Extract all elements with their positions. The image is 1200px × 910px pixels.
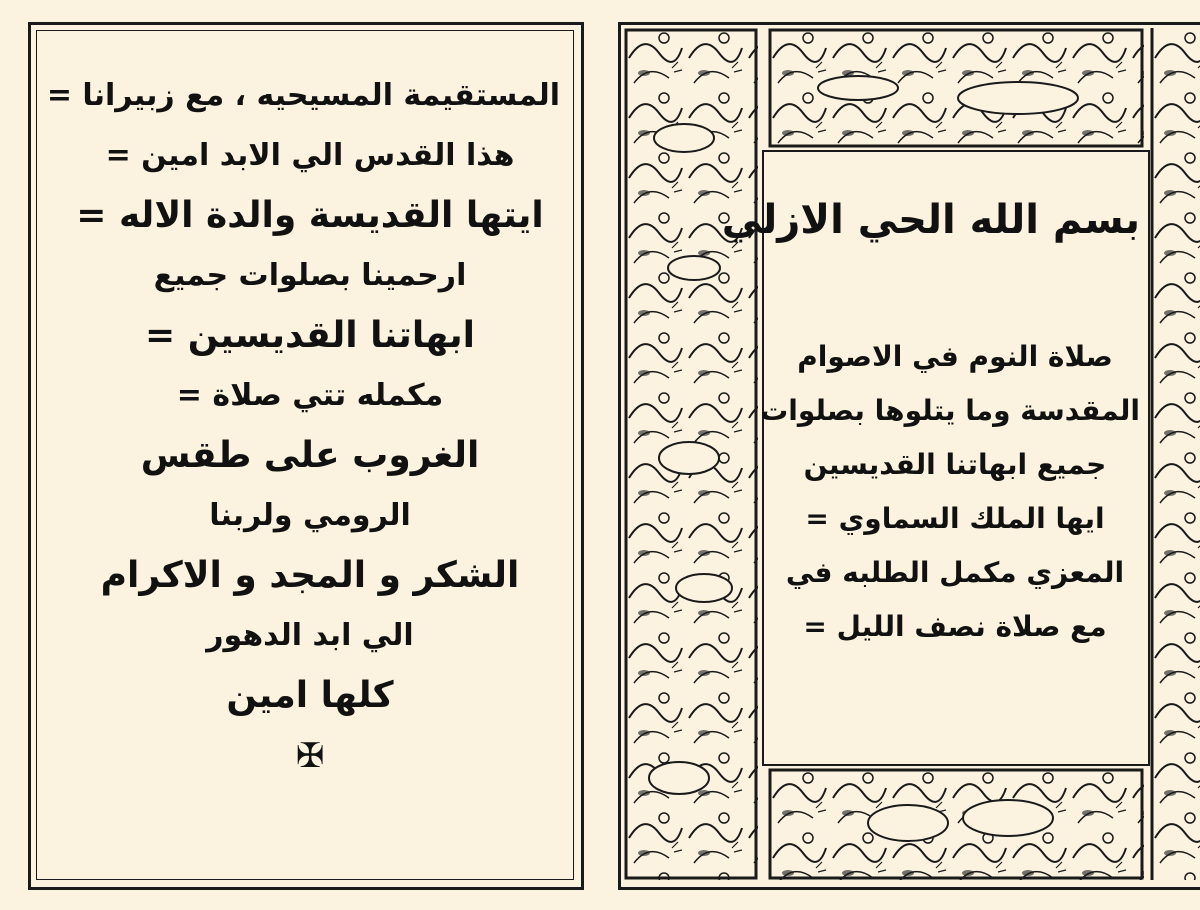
text-line: ايتها القديسة والدة الاله = — [76, 195, 544, 236]
text-line: جميع ابهاتنا القديسين — [803, 448, 1107, 481]
text-line: الرومي ولربنا — [209, 498, 411, 533]
text-line: مع صلاة نصف الليل = — [803, 610, 1107, 643]
text-line: ايها الملك السماوي = — [805, 502, 1105, 535]
text-line: مكمله تتي صلاة = — [176, 378, 444, 413]
cross-icon: ✠ — [295, 736, 325, 776]
text-line: صلاة النوم في الاصوام — [797, 340, 1113, 373]
text-line: المعزي مكمل الطلبه في — [785, 556, 1125, 589]
left-page-text — [46, 66, 560, 786]
floral-border-right-strip — [1150, 28, 1200, 880]
page-title: بسم الله الحي الازلي — [721, 197, 1140, 243]
text-line: الي ابد الدهور — [206, 618, 414, 653]
text-line: هذا القدس الي الابد امين = — [105, 138, 515, 173]
text-line: ارحمينا بصلوات جميع — [153, 258, 467, 293]
top-ornament-panel — [768, 28, 1144, 148]
text-line: ابهاتنا القديسين = — [145, 315, 475, 356]
text-line: كلها امين — [226, 675, 394, 716]
text-line: المقدسة وما يتلوها بصلوات — [760, 394, 1140, 427]
right-page-text — [760, 330, 1140, 654]
text-line: الغروب على طقس — [140, 435, 480, 476]
text-line: المستقيمة المسيحيه ، مع زبيرانا = — [46, 78, 560, 113]
text-line: الشكر و المجد و الاكرام — [100, 555, 520, 596]
bottom-ornament-panel — [768, 768, 1144, 880]
floral-border-left-ornament — [624, 28, 758, 880]
